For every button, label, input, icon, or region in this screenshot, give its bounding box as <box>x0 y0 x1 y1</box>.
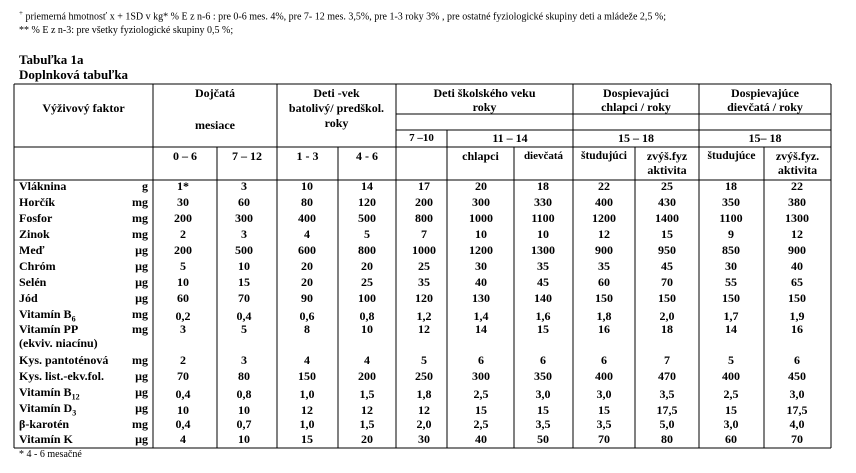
row-label-text: Chróm <box>19 259 56 273</box>
table-cell: 6 <box>794 353 800 367</box>
table-subtitle: Doplnková tabuľka <box>19 67 129 82</box>
row-label-text: Vitamín PP <box>19 322 79 336</box>
table-cell: 20 <box>475 179 487 193</box>
table-cell: 0,4 <box>175 387 191 401</box>
table-cell: 3 <box>241 227 247 241</box>
table-cell: 30 <box>725 259 737 273</box>
table-cell: 70 <box>238 291 250 305</box>
table-cell: 16 <box>791 322 803 336</box>
table-cell: 2,0 <box>659 309 675 323</box>
row-label-text: Kys. pantoténová <box>19 353 109 367</box>
table-cell: 15 <box>238 275 250 289</box>
table-cell: 30 <box>177 195 189 209</box>
note-n3: ** % E z n-3: pre všetky fyziologické skupiny 0,5 %; <box>19 25 234 36</box>
table-cell: 20 <box>361 432 373 446</box>
table-cell: 6 <box>540 353 546 367</box>
table-cell: 150 <box>595 291 613 305</box>
col-zvys-boys-2: aktivita <box>647 163 687 177</box>
col-studujuci: študujúci <box>580 150 628 162</box>
table-cell: 10 <box>238 259 250 273</box>
row-label <box>19 369 104 383</box>
table-cell: 14 <box>725 322 737 336</box>
header-factor: Výživový faktor <box>42 101 125 115</box>
table-cell: 1,0 <box>299 417 315 431</box>
table-cell: 5 <box>180 259 186 273</box>
table-cell: 140 <box>534 291 552 305</box>
table-cell: 10 <box>301 179 313 193</box>
table-cell: 400 <box>298 211 316 225</box>
table-cell: 200 <box>358 369 376 383</box>
row-label-subscript: 6 <box>71 314 76 324</box>
table-cell: 1* <box>177 179 189 193</box>
table-cell: 200 <box>415 195 433 209</box>
row-unit: mg <box>132 322 148 336</box>
header-children-2: batolivý/ predškol. <box>288 101 385 115</box>
table-cell: 5 <box>241 322 247 336</box>
table-cell: 200 <box>174 211 192 225</box>
table-cell: 3,0 <box>789 387 805 401</box>
table-cell: 60 <box>725 432 737 446</box>
row-unit: µg <box>135 432 148 446</box>
row-unit: µg <box>135 275 148 289</box>
table-cell: 4 <box>304 227 310 241</box>
table-cell: 0,7 <box>236 417 252 431</box>
table-cell: 16 <box>598 322 610 336</box>
table-cell: 22 <box>598 179 610 193</box>
table-cell: 45 <box>661 259 673 273</box>
table-cell: 130 <box>472 291 490 305</box>
table-cell: 1400 <box>655 211 679 225</box>
row-label-subscript: 3 <box>72 408 77 418</box>
table-cell: 1,8 <box>596 309 612 323</box>
table-cell: 600 <box>298 243 316 257</box>
table-cell: 1,4 <box>473 309 489 323</box>
row-label-text: Jód <box>19 291 38 305</box>
table-cell: 10 <box>537 227 549 241</box>
table-cell: 3,0 <box>596 387 612 401</box>
table-cell: 35 <box>418 275 430 289</box>
table-cell: 12 <box>598 227 610 241</box>
table-cell: 17 <box>418 179 430 193</box>
table-cell: 120 <box>358 195 376 209</box>
table-cell: 70 <box>598 432 610 446</box>
table-cell: 500 <box>235 243 253 257</box>
table-cell: 1100 <box>531 211 555 225</box>
table-cell: 1100 <box>719 211 743 225</box>
table-cell: 12 <box>418 403 430 417</box>
table-cell: 3,5 <box>596 417 612 431</box>
table-cell: 2,0 <box>416 417 432 431</box>
header-children-3: roky <box>324 116 349 130</box>
header-children-1: Deti -vek <box>313 86 360 100</box>
table-cell: 800 <box>415 211 433 225</box>
row-unit: mg <box>132 211 148 225</box>
table-cell: 300 <box>235 211 253 225</box>
table-cell: 35 <box>598 259 610 273</box>
table-cell: 70 <box>661 275 673 289</box>
table-cell: 15 <box>537 322 549 336</box>
table-cell: 90 <box>301 291 313 305</box>
col-zvys-boys-1: zvýš.fyz <box>646 149 688 163</box>
table-cell: 20 <box>301 275 313 289</box>
table-cell: 70 <box>177 369 189 383</box>
table-cell: 1000 <box>469 211 493 225</box>
row-unit: mg <box>132 307 148 321</box>
note-plus-mark: + <box>19 9 23 17</box>
table-cell: 1200 <box>469 243 493 257</box>
table-cell: 100 <box>358 291 376 305</box>
age-7-10: 7 –10 <box>409 132 434 144</box>
table-cell: 1,5 <box>359 387 375 401</box>
table-cell: 3,5 <box>535 417 551 431</box>
table-cell: 15 <box>725 403 737 417</box>
table-cell: 8 <box>304 322 310 336</box>
table-cell: 7 <box>664 353 670 367</box>
table-cell: 15 <box>598 403 610 417</box>
row-unit: mg <box>132 353 148 367</box>
table-cell: 6 <box>478 353 484 367</box>
table-cell: 12 <box>301 403 313 417</box>
row-label-text: Horčík <box>19 195 55 209</box>
table-cell: 1200 <box>592 211 616 225</box>
row-label-text: Vitamín D <box>19 401 73 415</box>
table-cell: 5,0 <box>659 417 675 431</box>
table-cell: 3 <box>241 179 247 193</box>
table-cell: 300 <box>472 195 490 209</box>
table-cell: 10 <box>361 322 373 336</box>
table-cell: 14 <box>475 322 487 336</box>
table-cell: 1,8 <box>416 387 432 401</box>
table-cell: 2,5 <box>473 387 489 401</box>
table-cell: 4,0 <box>789 417 805 431</box>
row-unit: µg <box>135 243 148 257</box>
age-15-18-boys: 15 – 18 <box>618 131 654 145</box>
col-zvys-girls-2: aktivita <box>777 163 818 177</box>
row-label-text: Meď <box>19 243 45 257</box>
col-chlapci: chlapci <box>462 149 499 163</box>
col-4-6: 4 - 6 <box>356 149 378 163</box>
table-cell: 850 <box>722 243 740 257</box>
row-label-text: Fosfor <box>19 211 53 225</box>
table-cell: 150 <box>722 291 740 305</box>
row-label-text: Vitamín K <box>19 432 73 446</box>
table-cell: 1,9 <box>789 309 805 323</box>
table-cell: 15 <box>475 403 487 417</box>
row-label <box>19 195 55 209</box>
row-label-text: Kys. list.-ekv.fol. <box>19 369 105 383</box>
table-cell: 60 <box>238 195 250 209</box>
col-dievcata: dievčatá <box>523 150 564 162</box>
table-cell: 50 <box>537 432 549 446</box>
row-label-subscript: 12 <box>71 392 80 402</box>
col-zvys-girls-1: zvýš.fyz. <box>775 149 820 163</box>
table-cell: 150 <box>298 369 316 383</box>
table-cell: 4 <box>364 353 370 367</box>
row-unit: µg <box>135 291 148 305</box>
header-girls: Dospievajúce <box>731 86 799 100</box>
table-cell: 60 <box>598 275 610 289</box>
row-label-text: Zinok <box>19 227 50 241</box>
table-name: Tabuľka 1a <box>19 52 84 67</box>
table-cell: 3,0 <box>535 387 551 401</box>
table-cell: 17,5 <box>656 403 678 417</box>
header-infants-unit: mesiace <box>195 118 235 132</box>
table-cell: 120 <box>415 291 433 305</box>
table-cell: 350 <box>534 369 552 383</box>
table-cell: 25 <box>361 275 373 289</box>
row-label <box>19 322 98 350</box>
row-label <box>19 275 46 289</box>
table-cell: 10 <box>475 227 487 241</box>
table-cell: 30 <box>418 432 430 446</box>
footnote: * 4 - 6 mesačné <box>19 449 82 460</box>
table-cell: 150 <box>658 291 676 305</box>
table-cell: 80 <box>301 195 313 209</box>
table-cell: 0,6 <box>299 309 315 323</box>
table-cell: 3,5 <box>659 387 675 401</box>
table-cell: 3 <box>180 322 186 336</box>
header-school-unit: roky <box>472 100 497 114</box>
row-unit: g <box>142 179 148 193</box>
table-cell: 80 <box>661 432 673 446</box>
table-cell: 250 <box>415 369 433 383</box>
row-label <box>19 432 73 446</box>
table-cell: 10 <box>177 275 189 289</box>
table-cell: 40 <box>475 432 487 446</box>
table-cell: 400 <box>595 369 613 383</box>
table-cell: 18 <box>725 179 737 193</box>
table-cell: 330 <box>534 195 552 209</box>
table-cell: 0,8 <box>236 387 252 401</box>
header-boys-unit: chlapci / roky <box>601 100 671 114</box>
table-cell: 1,2 <box>416 309 432 323</box>
row-label <box>19 417 69 431</box>
table-cell: 0,4 <box>175 417 191 431</box>
table-cell: 1,6 <box>535 309 551 323</box>
table-cell: 15 <box>537 403 549 417</box>
table-cell: 55 <box>725 275 737 289</box>
table-cell: 40 <box>791 259 803 273</box>
row-label <box>19 243 44 257</box>
table-cell: 22 <box>791 179 803 193</box>
col-0-6: 0 – 6 <box>173 149 197 163</box>
table-cell: 4 <box>180 432 186 446</box>
table-cell: 1,5 <box>359 417 375 431</box>
row-label <box>19 291 38 305</box>
header-school: Deti školského veku <box>433 86 536 100</box>
table-cell: 12 <box>418 322 430 336</box>
table-cell: 470 <box>658 369 676 383</box>
table-cell: 450 <box>788 369 806 383</box>
table-cell: 900 <box>788 243 806 257</box>
table-cell: 18 <box>661 322 673 336</box>
header-boys: Dospievajúci <box>603 86 669 100</box>
table-cell: 1,7 <box>723 309 739 323</box>
row-label <box>19 179 66 193</box>
row-label <box>19 259 56 273</box>
table-cell: 17,5 <box>786 403 808 417</box>
row-unit: µg <box>135 369 148 383</box>
table-cell: 300 <box>472 369 490 383</box>
table-cell: 30 <box>475 259 487 273</box>
table-cell: 6 <box>601 353 607 367</box>
col-7-12: 7 – 12 <box>232 149 262 163</box>
table-cell: 18 <box>537 179 549 193</box>
row-label <box>19 353 108 367</box>
table-cell: 45 <box>537 275 549 289</box>
table-cell: 400 <box>595 195 613 209</box>
table-cell: 500 <box>358 211 376 225</box>
table-cell: 0,4 <box>236 309 252 323</box>
table-cell: 2 <box>180 227 186 241</box>
table-cell: 10 <box>177 403 189 417</box>
table-cell: 950 <box>658 243 676 257</box>
table-cell: 10 <box>238 432 250 446</box>
table-cell: 4 <box>304 353 310 367</box>
table-cell: 20 <box>361 259 373 273</box>
table-cell: 800 <box>358 243 376 257</box>
header-girls-unit: dievčatá / roky <box>727 100 803 114</box>
table-cell: 35 <box>537 259 549 273</box>
table-cell: 15 <box>661 227 673 241</box>
table-cell: 2 <box>180 353 186 367</box>
row-unit: µg <box>135 259 148 273</box>
row-label <box>19 227 50 241</box>
table-cell: 5 <box>364 227 370 241</box>
col-1-3: 1 - 3 <box>296 149 319 163</box>
table-cell: 5 <box>728 353 734 367</box>
table-cell: 380 <box>788 195 806 209</box>
table-cell: 400 <box>722 369 740 383</box>
table-cell: 430 <box>658 195 676 209</box>
table-cell: 0,2 <box>175 309 191 323</box>
table-cell: 14 <box>361 179 373 193</box>
table-cell: 20 <box>301 259 313 273</box>
table-cell: 7 <box>421 227 427 241</box>
row-label-text: Selén <box>19 275 47 289</box>
table-cell: 3,0 <box>723 417 739 431</box>
table-cell: 40 <box>475 275 487 289</box>
table-cell: 15 <box>301 432 313 446</box>
table-cell: 65 <box>791 275 803 289</box>
table-cell: 1300 <box>531 243 555 257</box>
table-cell: 9 <box>728 227 734 241</box>
age-15-18-girls: 15– 18 <box>748 131 782 145</box>
row-unit: mg <box>132 417 148 431</box>
table-cell: 12 <box>791 227 803 241</box>
table-cell: 900 <box>595 243 613 257</box>
table-cell: 80 <box>238 369 250 383</box>
row-unit: µg <box>135 385 148 399</box>
header-infants: Dojčatá <box>195 86 235 100</box>
row-unit: mg <box>132 195 148 209</box>
row-label <box>19 211 52 225</box>
table-cell: 1000 <box>412 243 436 257</box>
table-cell: 3 <box>241 353 247 367</box>
table-cell: 0,8 <box>359 309 375 323</box>
table-cell: 12 <box>361 403 373 417</box>
table-cell: 10 <box>238 403 250 417</box>
row-label-text: Vláknina <box>19 179 67 193</box>
row-label-text: Vitamín B <box>19 307 72 321</box>
row-unit: µg <box>135 401 148 415</box>
table-cell: 1,0 <box>299 387 315 401</box>
age-11-14: 11 – 14 <box>492 131 528 145</box>
table-cell: 5 <box>421 353 427 367</box>
table-cell: 350 <box>722 195 740 209</box>
table-cell: 2,5 <box>723 387 739 401</box>
row-label-text-2: (ekviv. niacínu) <box>19 336 98 350</box>
table-cell: 150 <box>788 291 806 305</box>
note-energy-text: priemerná hmotnosť x + 1SD v kg* % E z n-6 : pre 0-6 mes. 4%, pre 7- 12 mes. 3,5%, pre 1-3 roky 3% , pre ostatné fyziologické skupiny deti a mládeže 2,5 %; <box>22 11 667 23</box>
table-cell: 2,5 <box>473 417 489 431</box>
table-cell: 60 <box>177 291 189 305</box>
table-cell: 200 <box>174 243 192 257</box>
table-cell: 1300 <box>785 211 809 225</box>
table-cell: 25 <box>418 259 430 273</box>
table-cell: 70 <box>791 432 803 446</box>
row-label-text: β-karotén <box>19 417 70 431</box>
row-unit: mg <box>132 227 148 241</box>
table-cell: 25 <box>661 179 673 193</box>
row-label-text: Vitamín B <box>19 385 72 399</box>
col-studujuce: študujúce <box>707 150 756 162</box>
